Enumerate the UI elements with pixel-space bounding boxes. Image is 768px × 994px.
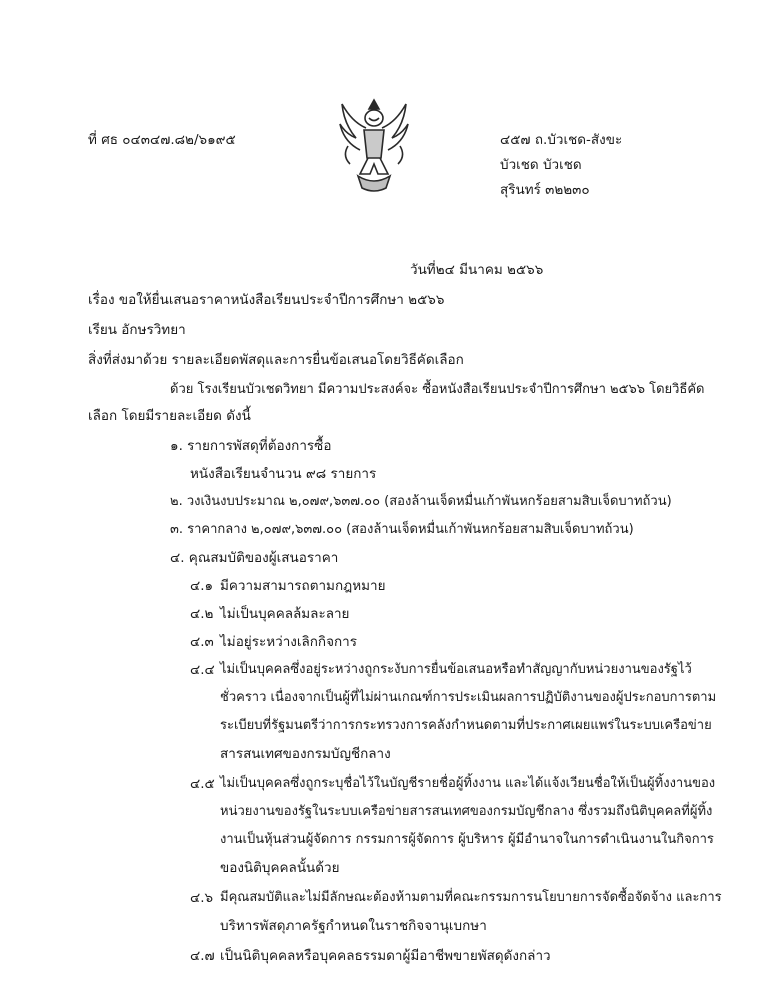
recipient-line: เรียน อักษรวิทยา (88, 322, 186, 338)
qualification-text: บริหารพัสดุภาครัฐกำหนดในราชกิจจานุเบกษา (220, 918, 487, 934)
qualification-text: ไม่อยู่ระหว่างเลิกกิจการ (220, 634, 358, 650)
document-date: วันที่๒๔ มีนาคม ๒๕๖๖ (410, 262, 544, 278)
item-3: ๓. ราคากลาง ๒,๐๗๙,๖๓๗.๐๐ (สองล้านเจ็ดหมื่นเก้าพันหกร้อยสามสิบเจ็ดบาทถ้วน) (170, 522, 634, 537)
qualification-number: ๔.๗ (190, 948, 215, 964)
address-line-1: ๔๕๗ ถ.บัวเชด-สังขะ (500, 132, 623, 148)
item-2: ๒. วงเงินงบประมาณ ๒,๐๗๙,๖๓๗.๐๐ (สองล้านเจ็ดหมื่นเก้าพันหกร้อยสามสิบเจ็ดบาทถ้วน) (170, 494, 672, 509)
qualification-text: ไม่เป็นบุคคลซึ่งอยู่ระหว่างถูกระงับการยื่นข้อเสนอหรือทำสัญญากับหน่วยงานของรัฐไว้ (220, 662, 692, 677)
intro-line-1: ด้วย โรงเรียนบัวเชดวิทยา มีความประสงค์จะ ซื้อหนังสือเรียนประจำปีการศึกษา ๒๕๖๖ โดยวิธีคัด (170, 382, 705, 397)
qualification-text: ระเบียบที่รัฐมนตรีว่าการกระทรวงการคลังกำหนดตามที่ประกาศเผยแพร่ในระบบเครือข่าย (220, 718, 712, 733)
qualification-text: ไม่เป็นบุคคลล้มละลาย (220, 606, 350, 622)
qualification-text: ของนิติบุคคลนั้นด้วย (220, 860, 340, 876)
qualification-text: ชั่วคราว เนื่องจากเป็นผู้ที่ไม่ผ่านเกณฑ์การประเมินผลการปฏิบัติงานของผู้ประกอบการตาม (220, 690, 717, 705)
qualification-number: ๔.๓ (190, 634, 214, 650)
qualification-number: ๔.๕ (190, 776, 215, 792)
qualification-text: ไม่เป็นบุคคลซึ่งถูกระบุชื่อไว้ในบัญชีรายชื่อผู้ทิ้งงาน และได้แจ้งเวียนชื่อให้เป็นผู้ทิ้งงานของ (220, 776, 716, 791)
item-4: ๔. คุณสมบัติของผู้เสนอราคา (170, 550, 339, 566)
item-1: ๑. รายการพัสดุที่ต้องการซื้อ (170, 438, 332, 454)
subject-line: เรื่อง ขอให้ยื่นเสนอราคาหนังสือเรียนประจำปีการศึกษา ๒๕๖๖ (88, 292, 445, 308)
qualification-text: หน่วยงานของรัฐในระบบเครือข่ายสารสนเทศของกรมบัญชีกลาง ซึ่งรวมถึงนิติบุคคลที่ผู้ทิ้ง (220, 804, 713, 819)
qualification-text: งานเป็นหุ้นส่วนผู้จัดการ กรรมการผู้จัดการ ผู้บริหาร ผู้มีอำนาจในการดำเนินงานในกิจการ (220, 832, 714, 847)
enclosure-line: สิ่งที่ส่งมาด้วย รายละเอียดพัสดุและการยื่นข้อเสนอโดยวิธีคัดเลือก (88, 352, 464, 368)
intro-line-2: เลือก โดยมีรายละเอียด ดังนี้ (88, 408, 251, 424)
address-line-3: สุรินทร์ ๓๒๒๓๐ (500, 182, 590, 198)
qualification-number: ๔.๑ (190, 578, 214, 594)
qualification-number: ๔.๔ (190, 662, 215, 678)
garuda-emblem (336, 96, 412, 194)
qualification-text: เป็นนิติบุคคลหรือบุคคลธรรมดาผู้มีอาชีพขายพัสดุดังกล่าว (220, 948, 551, 964)
address-line-2: บัวเชด บัวเชด (500, 157, 582, 173)
item-1-detail: หนังสือเรียนจำนวน ๙๘ รายการ (190, 466, 377, 482)
qualification-number: ๔.๒ (190, 606, 214, 622)
qualification-text: มีคุณสมบัติและไม่มีลักษณะต้องห้ามตามที่คณะกรรมการนโยบายการจัดซื้อจัดจ้าง และการ (220, 890, 722, 905)
qualification-text: มีความสามารถตามกฎหมาย (220, 578, 386, 594)
qualification-number: ๔.๖ (190, 890, 214, 906)
qualification-text: สารสนเทศของกรมบัญชีกลาง (220, 746, 391, 762)
document-number: ที่ ศธ ๐๔๓๔๗.๘๒/๖๑๙๕ (88, 132, 236, 148)
